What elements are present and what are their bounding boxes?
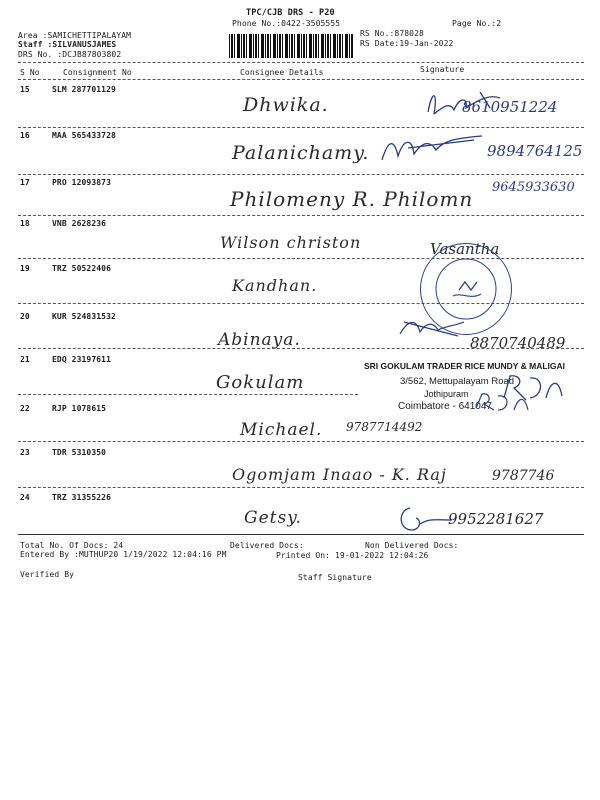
area-label: Area :SAMICHETTIPALAYAM — [18, 31, 132, 40]
rs-date: RS Date:19-Jan-2022 — [360, 39, 454, 48]
col-consignment: Consignment No — [63, 68, 132, 77]
row-consignee-handwriting: Wilson christon — [220, 233, 362, 252]
row-signature-scribble — [378, 130, 488, 170]
row-sno: 16 — [20, 131, 30, 140]
row-sno: 22 — [20, 404, 30, 413]
staff-label: Staff :SILVANUSJAMES — [18, 40, 117, 49]
row-consignee-handwriting: Michael. — [240, 420, 323, 440]
row-divider — [18, 348, 584, 349]
row-consignment: MAA 565433728 — [52, 131, 116, 140]
shop-stamp-line: Coimbatore - 641047 — [398, 401, 492, 412]
columns-divider — [18, 79, 584, 80]
row-signature-scribble — [420, 84, 530, 124]
row-consignee-handwriting: Ogomjam Inaao - K. Raj — [232, 465, 447, 484]
row-sno: 17 — [20, 178, 30, 187]
row-divider — [18, 215, 584, 216]
barcode-image — [229, 34, 353, 58]
printed-on: Printed On: 19-01-2022 12:04:26 — [276, 551, 429, 560]
row-phone-handwriting: 8870740489 — [470, 334, 566, 352]
row-signature-scribble — [396, 500, 456, 536]
row-consignment: VNB 2628236 — [52, 219, 107, 228]
row-consignment: TRZ 31355226 — [52, 493, 111, 502]
shop-stamp-line: 3/562, Mettupalayam Road — [400, 376, 515, 387]
row-phone-handwriting: 9645933630 — [492, 180, 575, 195]
row-phone-handwriting: 9787714492 — [346, 420, 423, 434]
report-title: TPC/CJB DRS - P20 — [246, 8, 335, 18]
row-consignee-handwriting: Getsy. — [244, 508, 302, 528]
row-phone-handwriting: 8610951224 — [462, 98, 558, 116]
row-divider — [18, 174, 584, 175]
row-phone-handwriting: 9952281627 — [448, 510, 544, 528]
row-sno: 21 — [20, 355, 30, 364]
shop-stamp-line: Jothipuram — [424, 389, 469, 399]
row-phone-handwriting: 9894764125 — [487, 142, 583, 160]
page-number: Page No.:2 — [452, 19, 502, 28]
col-sno: S No — [20, 68, 40, 77]
row-consignee-handwriting: Abinaya. — [218, 330, 301, 350]
entered-by: Entered By :MUTHUP20 1/19/2022 12:04:16 PM — [20, 550, 227, 559]
drs-number: DRS No. :DCJB87803802 — [18, 50, 122, 59]
row-consignee-handwriting: Gokulam — [216, 372, 305, 393]
non-delivered-docs: Non Delivered Docs: — [365, 541, 459, 550]
row-consignee-handwriting: Philomeny R. Philomn — [230, 187, 474, 211]
row-phone-handwriting: 9787746 — [492, 468, 555, 484]
rs-number: RS No.:878028 — [360, 29, 424, 38]
verified-by: Verified By — [20, 570, 75, 579]
row-divider — [18, 487, 584, 488]
row-divider — [18, 127, 584, 128]
delivered-docs: Delivered Docs: — [230, 541, 304, 550]
row-consignment: TRZ 50522406 — [52, 264, 111, 273]
row-consignment: PRO 12093873 — [52, 178, 111, 187]
row-divider — [18, 441, 584, 442]
row-divider — [18, 394, 358, 395]
total-docs: Total No. Of Docs: 24 — [20, 541, 124, 550]
shop-stamp-line: SRI GOKULAM TRADER RICE MUNDY & MALIGAI — [364, 361, 566, 371]
row-sno: 24 — [20, 493, 30, 502]
col-signature: Signature — [420, 65, 465, 74]
row-consignment: RJP 1078615 — [52, 404, 107, 413]
row-consignment: KUR 524831532 — [52, 312, 116, 321]
row-consignee-handwriting: Palanichamy. — [232, 142, 370, 164]
row-sno: 20 — [20, 312, 30, 321]
row-sno: 15 — [20, 85, 30, 94]
row-signature-scribble — [472, 388, 532, 414]
row-consignee-handwriting: Kandhan. — [232, 276, 318, 295]
header-divider — [18, 62, 584, 63]
table-bottom-line — [18, 534, 584, 535]
row-sno: 19 — [20, 264, 30, 273]
row-phone-handwriting: Vasantha — [430, 240, 500, 258]
row-sno: 18 — [20, 219, 30, 228]
row-consignee-handwriting: Dhwika. — [243, 94, 329, 116]
phone-number: Phone No.:0422-3505555 — [232, 19, 341, 28]
row-consignment: TDR 5310350 — [52, 448, 107, 457]
row-sno: 23 — [20, 448, 30, 457]
row-consignment: SLM 287701129 — [52, 85, 116, 94]
row-signature-scribble — [398, 312, 468, 342]
col-consignee: Consignee Details — [240, 68, 324, 77]
row-consignment: EDQ 23197611 — [52, 355, 111, 364]
staff-signature: Staff Signature — [298, 573, 372, 582]
